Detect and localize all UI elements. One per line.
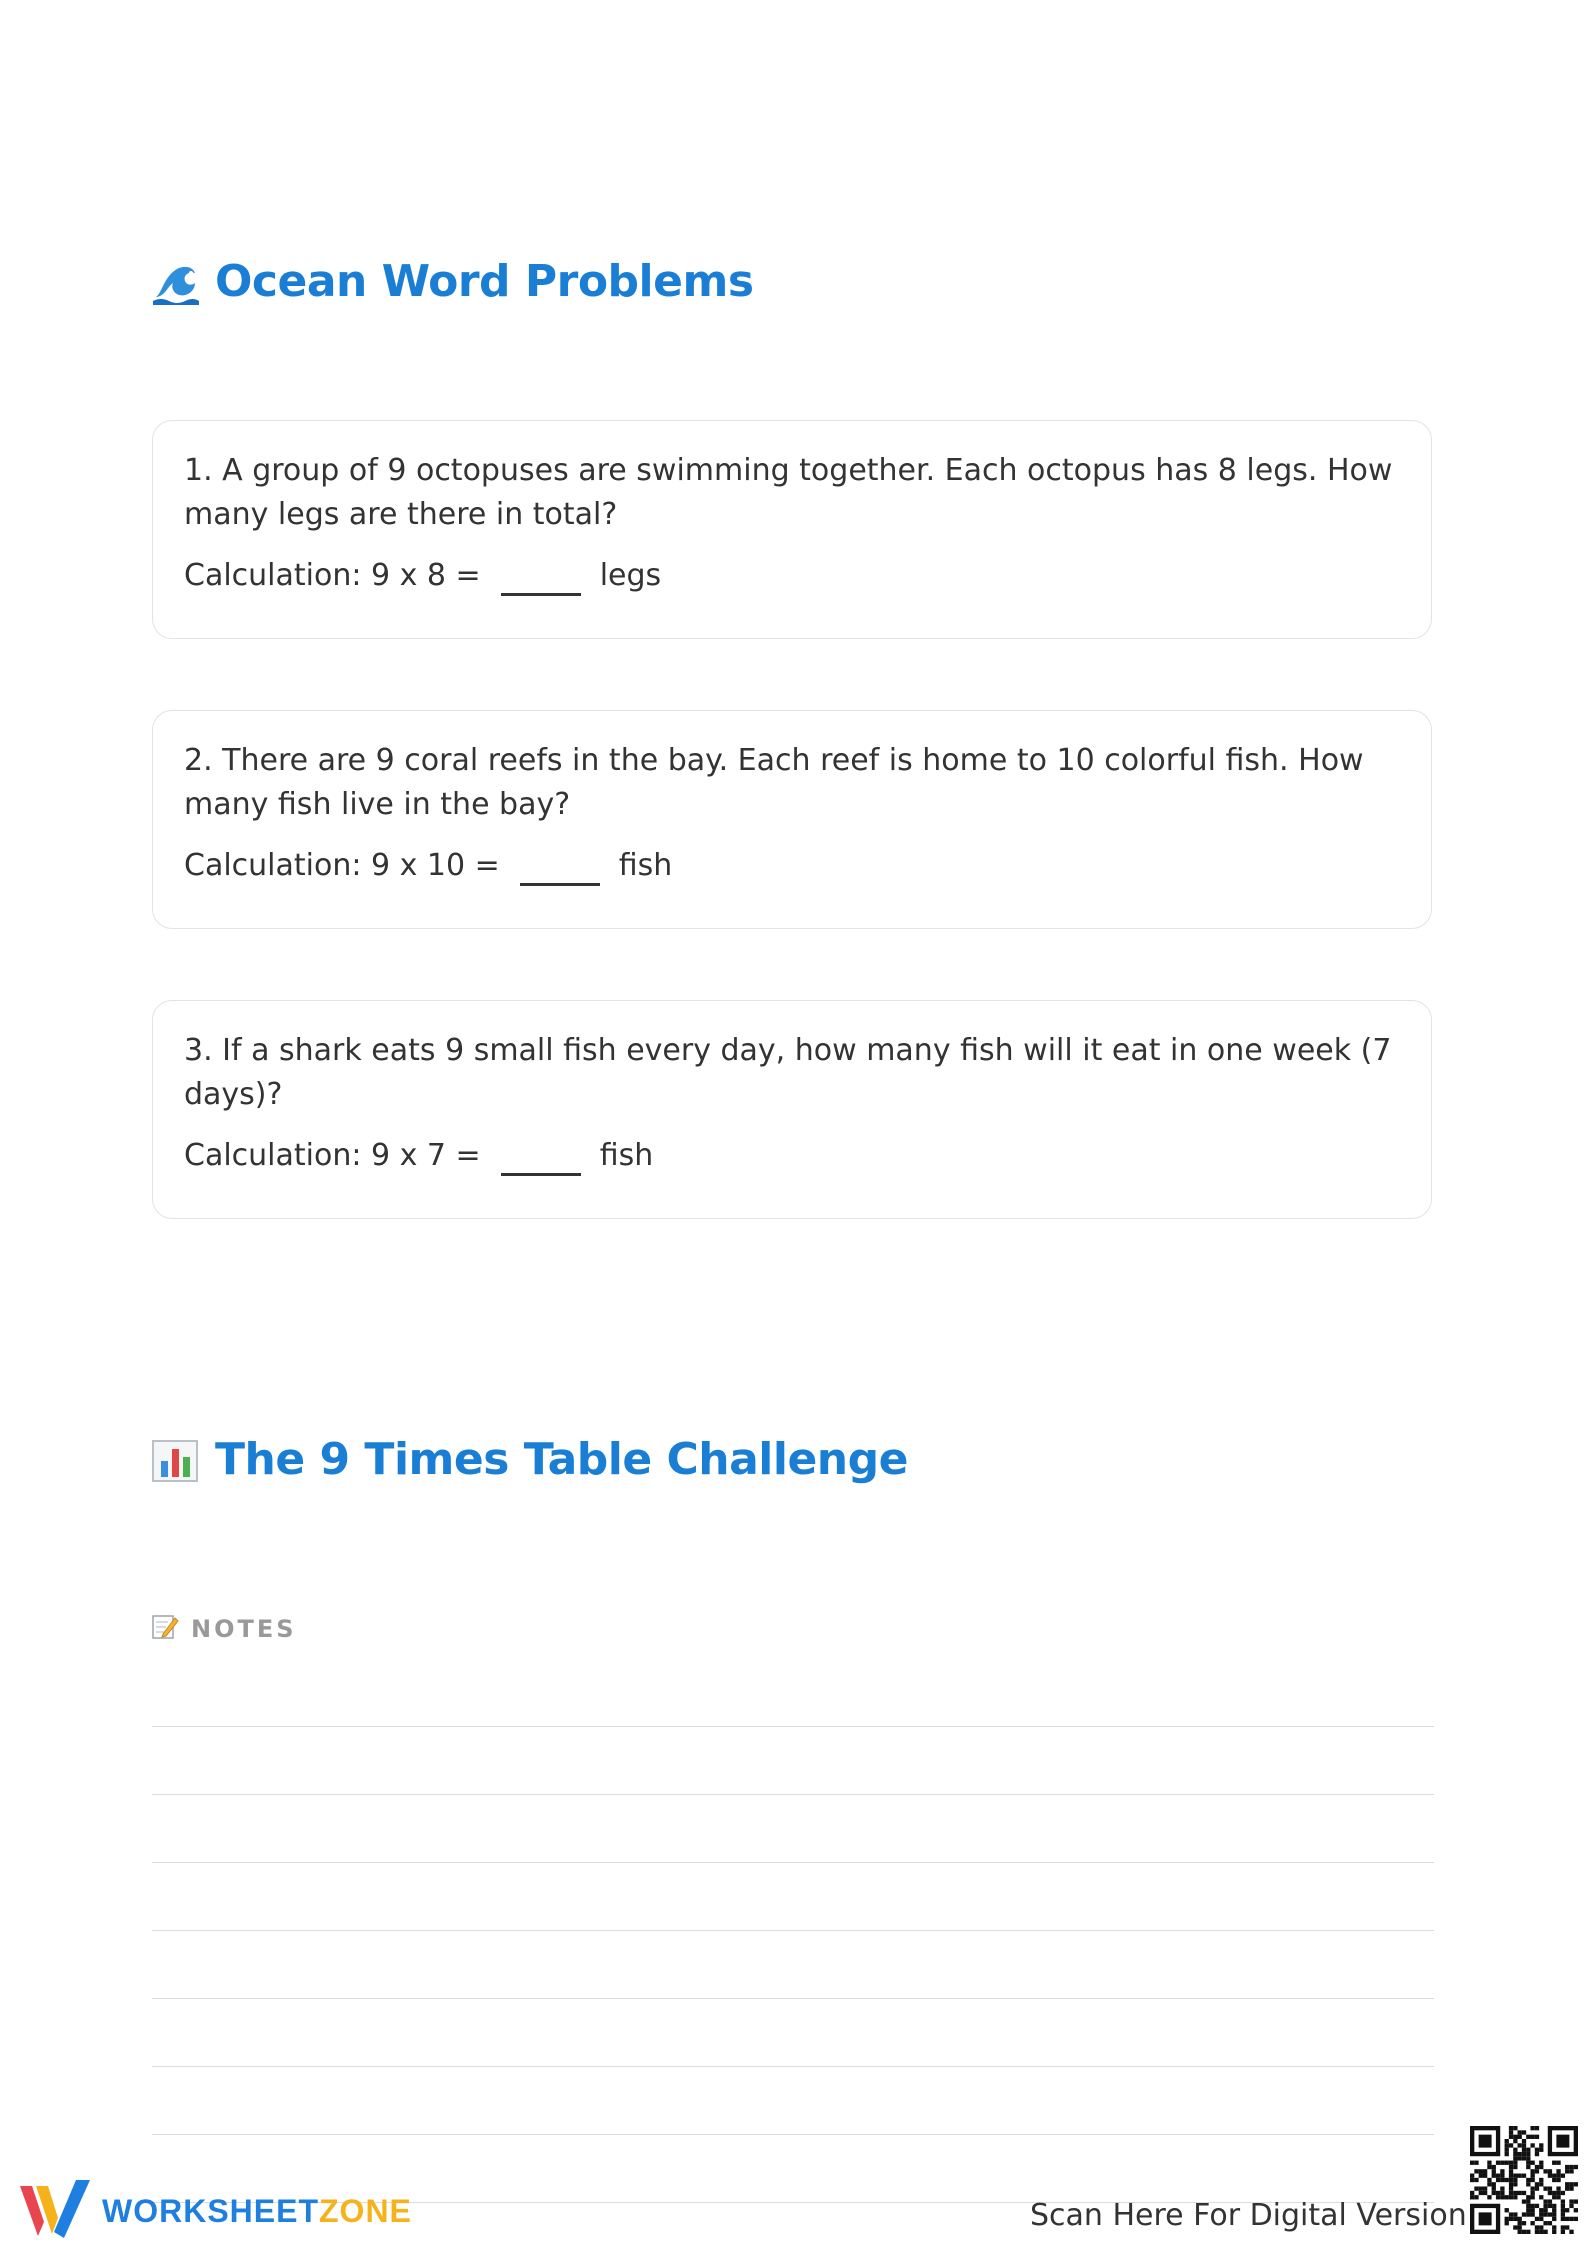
- worksheetzone-logo[interactable]: [18, 2178, 412, 2244]
- answer-unit: legs: [599, 558, 662, 593]
- problem-text: 1. A group of 9 octopuses are swimming together. Each octopus has 8 legs. How many legs are there in total?: [184, 453, 1393, 532]
- calculation-label: Calculation: 9 x 7 =: [184, 1138, 481, 1173]
- section-title-text: Ocean Word Problems: [215, 256, 754, 307]
- notes-line[interactable]: [152, 2134, 1434, 2135]
- calculation-row: [184, 1136, 1399, 1176]
- notes-line[interactable]: [152, 1794, 1434, 1795]
- notes-line[interactable]: [152, 1930, 1434, 1931]
- calculation-label: Calculation: 9 x 10 =: [184, 848, 500, 883]
- section-title-ocean: [151, 256, 754, 307]
- notes-line[interactable]: [152, 1862, 1434, 1863]
- section-title-text: The 9 Times Table Challenge: [215, 1434, 908, 1485]
- problem-card: [152, 420, 1432, 639]
- problem-text: 2. There are 9 coral reefs in the bay. Each reef is home to 10 colorful fish. How many fish live in the bay?: [184, 743, 1364, 822]
- brand-name-part1: WORKSHEET: [102, 2192, 319, 2229]
- section-title-times-table: [151, 1434, 908, 1485]
- notes-label: NOTES: [191, 1615, 297, 1643]
- calculation-row: [184, 556, 1399, 596]
- notes-header: [151, 1612, 297, 1646]
- brand-name: [102, 2193, 412, 2230]
- ocean-wave-icon: [151, 257, 201, 307]
- calculation-row: [184, 846, 1399, 886]
- answer-unit: fish: [599, 1138, 654, 1173]
- problem-text: 3. If a shark eats 9 small fish every day, how many fish will it eat in one week (7 days)?: [184, 1033, 1392, 1112]
- scan-caption: Scan Here For Digital Version: [1030, 2198, 1467, 2233]
- problem-card: [152, 710, 1432, 929]
- notes-line[interactable]: [152, 1726, 1434, 1727]
- answer-blank[interactable]: [501, 565, 581, 596]
- answer-blank[interactable]: [501, 1145, 581, 1176]
- problem-card: [152, 1000, 1432, 1219]
- bar-chart-icon: [151, 1435, 201, 1485]
- brand-name-part2: ZONE: [319, 2192, 412, 2229]
- worksheetzone-w-icon: [18, 2178, 92, 2244]
- answer-blank[interactable]: [520, 855, 600, 886]
- notes-line[interactable]: [152, 2066, 1434, 2067]
- calculation-label: Calculation: 9 x 8 =: [184, 558, 481, 593]
- memo-pencil-icon: [151, 1612, 179, 1646]
- qr-code-icon[interactable]: [1470, 2126, 1578, 2234]
- notes-line[interactable]: [152, 1998, 1434, 1999]
- answer-unit: fish: [618, 848, 673, 883]
